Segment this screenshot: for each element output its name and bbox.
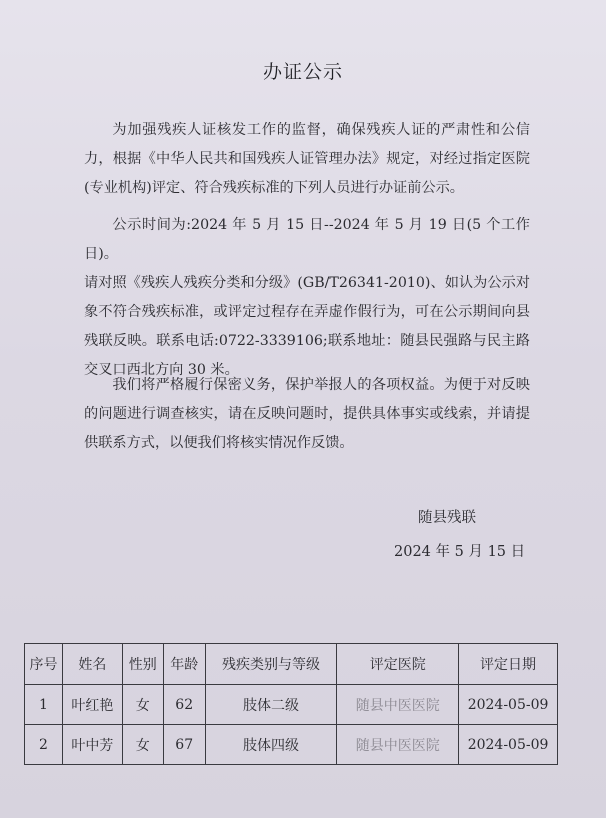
cell-hospital: 随县中医医院 (337, 685, 459, 725)
paragraph-purpose-text: 为加强残疾人证核发工作的监督，确保残疾人证的严肃性和公信力，根据《中华人民共和国残疾人证管理办法》规定，对经过指定医院(专业机构)评定、符合残疾标准的下列人员进行办证前公示。 (84, 122, 530, 196)
table-row (25, 685, 558, 725)
roster-table (24, 643, 558, 765)
table-header-row (25, 644, 558, 685)
cell-index: 1 (25, 685, 63, 725)
cell-age: 62 (163, 685, 205, 725)
paragraph-confidentiality (84, 371, 530, 458)
paragraph-confidentiality-text: 我们将严格履行保密义务，保护举报人的各项权益。为便于对反映的问题进行调查核实，请在反映问题时，提供具体事实或线索，并请提供联系方式，以便我们将核实情况作反馈。 (84, 377, 530, 451)
cell-name: 叶中芳 (62, 725, 122, 765)
cell-date: 2024-05-09 (459, 725, 558, 765)
cell-date: 2024-05-09 (459, 685, 558, 725)
header-gender: 性别 (122, 644, 163, 685)
cell-disability: 肢体四级 (205, 725, 337, 765)
page-title: 办证公示 (262, 61, 343, 83)
cell-age: 67 (163, 725, 205, 765)
header-hospital: 评定医院 (337, 644, 459, 685)
cell-gender: 女 (122, 725, 163, 765)
cell-disability: 肢体二级 (205, 685, 337, 725)
paragraph-period (84, 211, 530, 385)
header-index: 序号 (25, 644, 63, 685)
cell-hospital: 随县中医医院 (337, 725, 459, 765)
paragraph-contact-text: 请对照《残疾人残疾分类和分级》(GB/T26341-2010)、如认为公示对象不符合残疾标准，或评定过程存在弄虚作假行为，可在公示期间向县残联反映。联系电话:0722-3339106;联系地址：随县民强路与民主路交叉口西北方向 30 米。 (84, 275, 530, 378)
header-disability: 残疾类别与等级 (205, 644, 337, 685)
header-age: 年龄 (163, 644, 205, 685)
issue-date: 2024 年 5 月 15 日 (394, 544, 526, 560)
header-name: 姓名 (62, 644, 122, 685)
table-row (25, 725, 558, 765)
cell-gender: 女 (122, 685, 163, 725)
paragraph-period-line: 公示时间为:2024 年 5 月 15 日--2024 年 5 月 19 日(5 个工作日)。 (84, 217, 530, 262)
header-date: 评定日期 (459, 644, 558, 685)
cell-name: 叶红艳 (62, 685, 122, 725)
cell-index: 2 (25, 725, 63, 765)
paragraph-purpose (84, 116, 530, 203)
signature: 随县残联 (418, 510, 476, 526)
